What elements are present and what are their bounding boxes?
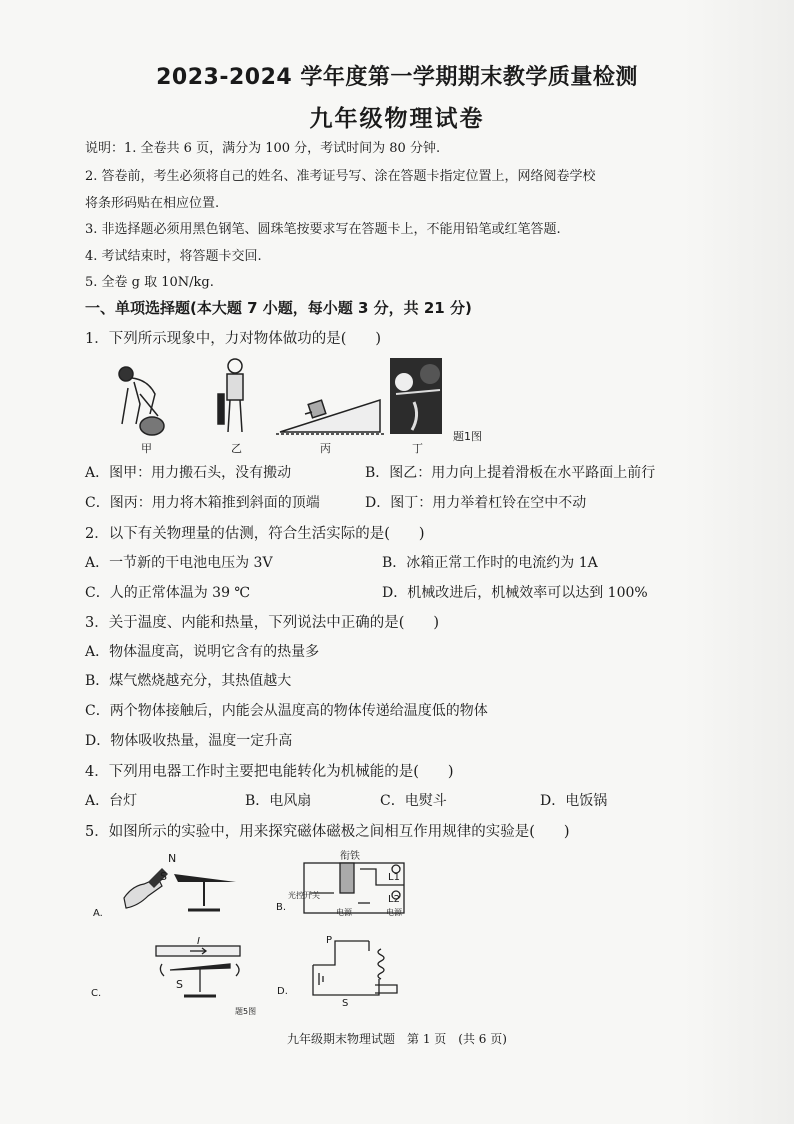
pole-label: S [160,870,167,883]
instruction-line: 2. 答卷前，考生必须将自己的姓名、准考证号写、涂在答题卡指定位置上，网络阅卷学校 [85,169,596,184]
instruction-line: 5. 全卷 g 取 10N/kg. [85,275,214,290]
figure-yi-person-skateboard [218,359,243,432]
question-1-figure [100,354,490,454]
question-3-stem: 3．关于温度、内能和热量，下列说法中正确的是( ) [85,615,440,631]
scan-shadow [684,0,794,1124]
lamp-label: L1 [388,872,400,883]
slider-label: P [326,935,333,946]
figure-caption: 题1图 [453,430,482,443]
question-5-stem: 5．如图所示的实验中，用来探究磁体磁极之间相互作用规律的实验是( ) [85,824,570,840]
lamp-label: L2 [388,894,400,905]
option-label: B. [276,902,287,913]
question-3-option-b[interactable]: B．煤气燃烧越充分，其热值越大 [85,673,292,689]
instruction-line: 3. 非选择题必须用黑色钢笔、圆珠笔按要求写在答题卡上，不能用铅笔或红笔答题. [85,222,561,237]
exam-subtitle: 九年级物理试卷 [309,106,485,132]
option-label: A. [93,908,103,919]
question-4-stem: 4．下列用电器工作时主要把电能转化为机械能的是( ) [85,764,454,780]
question-5-figure-c [150,940,250,1002]
relay-label: 衔铁 [340,851,360,862]
current-label: I [197,936,200,947]
question-4-option-b[interactable]: B．电风扇 [245,793,312,809]
figure-bing-box-on-incline [276,400,384,434]
question-1-option-a[interactable]: A．图甲：用力搬石头，没有搬动 [85,465,292,481]
question-1-option-d[interactable]: D．图丁：用力举着杠铃在空中不动 [365,495,587,511]
pole-label: S [342,998,349,1009]
question-2-stem: 2．以下有关物理量的估测，符合生活实际的是( ) [85,526,425,542]
question-3-option-c[interactable]: C．两个物体接触后，内能会从温度高的物体传递给温度低的物体 [85,703,488,719]
question-1-stem: 1．下列所示现象中，力对物体做功的是( ) [85,331,382,347]
figure-jia-person-lifting [119,367,164,435]
option-label: D. [277,986,288,997]
page-footer: 九年级期末物理试题 第 1 页 (共 6 页) [287,1032,507,1046]
figure-label: 丙 [320,442,331,455]
section-heading: 一、单项选择题(本大题 7 小题，每小题 3 分，共 21 分) [85,299,472,317]
figure-caption: 题5图 [235,1007,257,1016]
question-2-option-c[interactable]: C．人的正常体温为 39 ℃ [85,585,251,601]
exam-title: 2023-2024 学年度第一学期期末教学质量检测 [156,65,638,90]
question-3-option-d[interactable]: D．物体吸收热量，温度一定升高 [85,733,293,749]
option-label: C. [91,988,102,999]
question-2-option-a[interactable]: A．一节新的干电池电压为 3V [85,555,273,571]
figure-label: 丁 [412,442,423,455]
question-2-option-b[interactable]: B．冰箱正常工作时的电流约为 1A [382,555,598,571]
pole-label: S [176,978,183,991]
figure-label: 甲 [141,442,152,455]
figure-label: 乙 [231,442,242,455]
instruction-line: 说明：1. 全卷共 6 页，满分为 100 分，考试时间为 80 分钟. [85,141,441,156]
figure-ding-barbell [390,358,442,434]
question-3-option-a[interactable]: A．物体温度高，说明它含有的热量多 [85,644,320,660]
question-2-option-d[interactable]: D．机械改进后，机械效率可以达到 100% [382,585,648,601]
question-4-option-d[interactable]: D．电饭锅 [540,793,608,809]
question-1-option-c[interactable]: C．图丙：用力将木箱推到斜面的顶端 [85,495,320,511]
power-label: 电源 [386,908,402,917]
pole-label: N [168,852,177,865]
question-5-figure-a [118,848,248,918]
instruction-line: 4. 考试结束时，将答题卡交回. [85,249,262,264]
switch-label: 光控开关 [288,891,320,900]
question-1-option-b[interactable]: B．图乙：用力向上提着滑板在水平路面上前行 [365,465,656,481]
question-4-option-c[interactable]: C．电熨斗 [380,793,447,809]
instruction-line: 将条形码贴在相应位置. [85,196,220,211]
power-label: 电源 [336,908,352,917]
question-5-figure-d [305,935,405,1005]
question-4-option-a[interactable]: A．台灯 [85,793,138,809]
